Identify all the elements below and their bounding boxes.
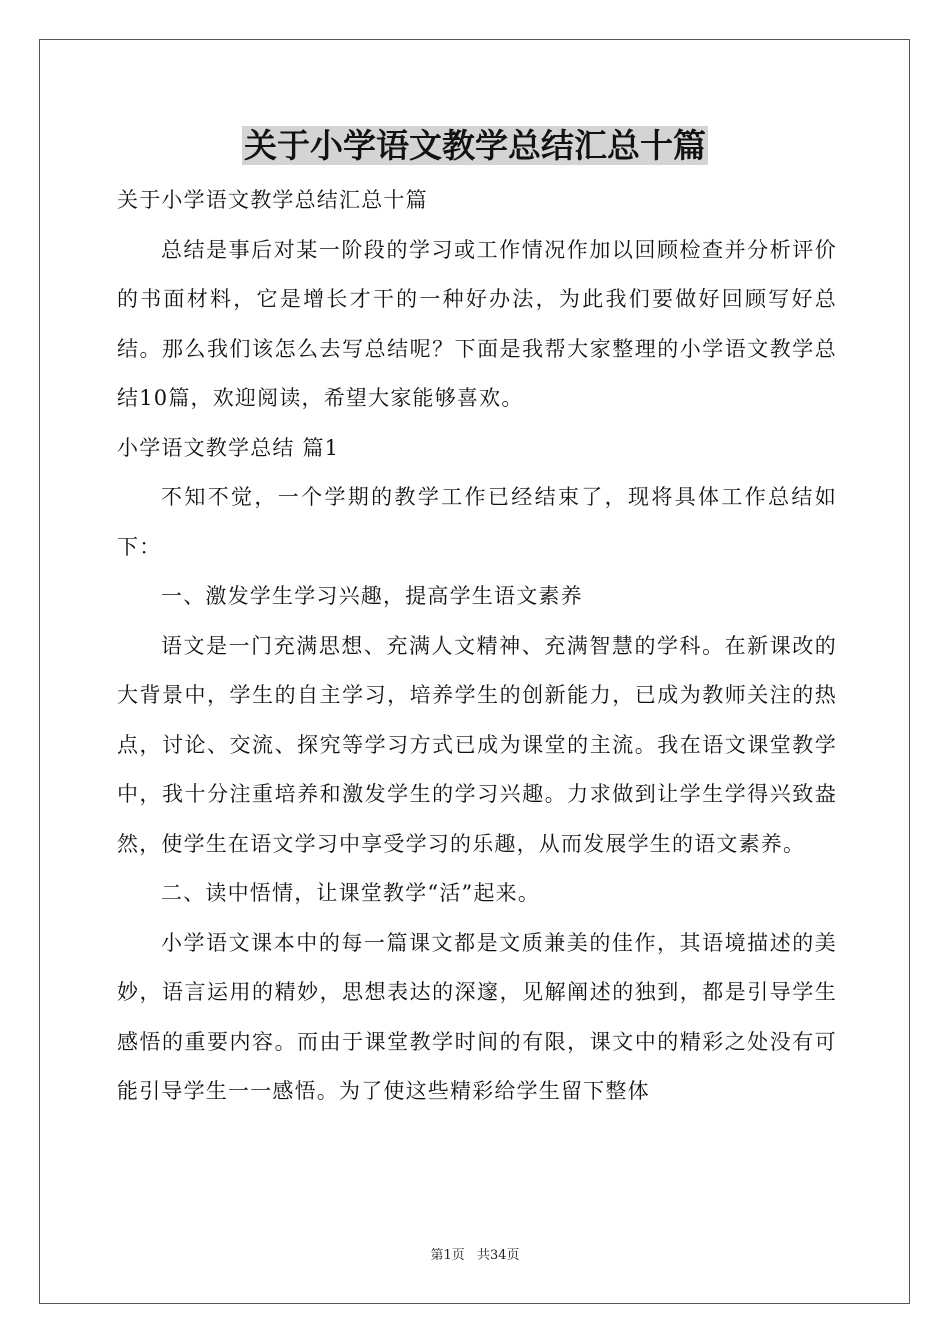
paragraph: 小学语文教学总结 篇1 <box>117 435 340 460</box>
page-number: 第1页 <box>430 1248 465 1263</box>
page-footer <box>0 1247 950 1265</box>
page-total: 共34页 <box>476 1248 520 1263</box>
paragraph: 一、激发学生学习兴趣，提高学生语文素养 <box>161 584 583 608</box>
paragraph: 关于小学语文教学总结汇总十篇 <box>117 188 428 212</box>
document-title <box>0 122 950 170</box>
paragraph: 总结是事后对某一阶段的学习或工作情况作加以回顾检查并分析评价的书面材料，它是增长才干的一种好办法，为此我们要做好回顾写好总结。那么我们该怎么去写总结呢？下面是我帮大家整理的小学语文教学总结10篇，欢迎阅读，希望大家能够喜欢。 <box>117 237 837 410</box>
paragraph: 小学语文课本中的每一篇课文都是文质兼美的佳作，其语境描述的美妙，语言运用的精妙，思想表达的深邃，见解阐述的独到，都是引导学生感悟的重要内容。而由于课堂教学时间的有限，课文中的精彩之处没有可能引导学生一一感悟。为了使这些精彩给学生留下整体 <box>117 930 837 1103</box>
document-title-text: 关于小学语文教学总结汇总十篇 <box>244 126 706 165</box>
paragraph: 不知不觉，一个学期的教学工作已经结束了，现将具体工作总结如下： <box>117 485 837 559</box>
document-body <box>117 176 837 1117</box>
paragraph: 二、读中悟情，让课堂教学“活”起来。 <box>161 881 541 905</box>
paragraph: 语文是一门充满思想、充满人文精神、充满智慧的学科。在新课改的大背景中，学生的自主学习，培养学生的创新能力，已成为教师关注的热点，讨论、交流、探究等学习方式已成为课堂的主流。我在语文课堂教学中，我十分注重培养和激发学生的学习兴趣。力求做到让学生学得兴致盎然，使学生在语文学习中享受学习的乐趣，从而发展学生的语文素养。 <box>117 633 837 856</box>
